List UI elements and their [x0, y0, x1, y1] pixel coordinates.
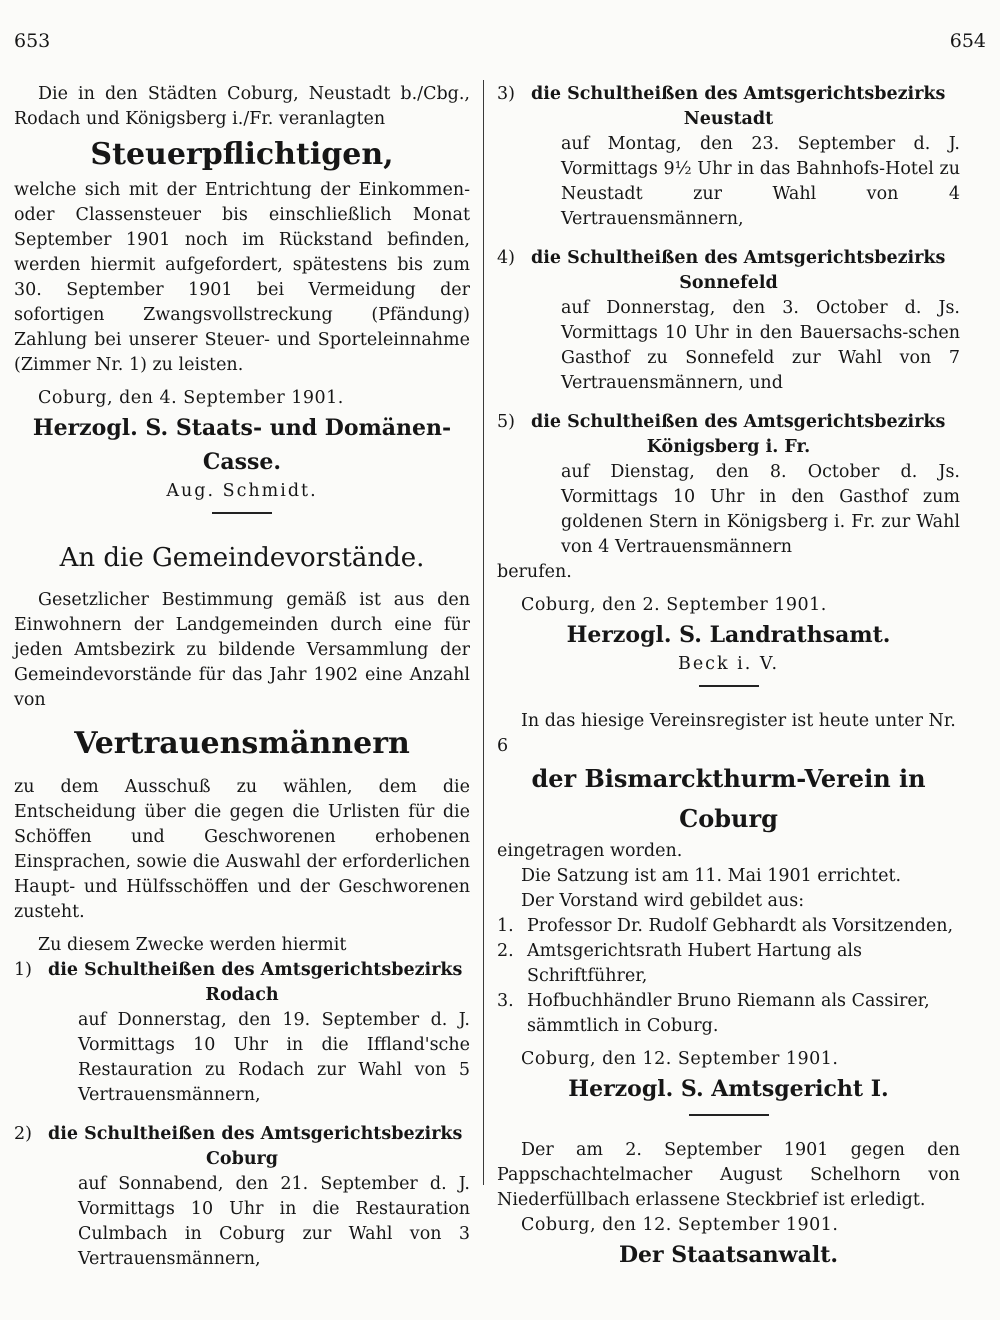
signature-authority: Herzogl. S. Staats- und Domänen-Casse.: [32, 415, 452, 475]
list-item: [14, 1122, 470, 1147]
warrant-notice: Der am 2. September 1901 gegen den Pappschachtelmacher August Schelhorn von Niederfüllbach erlassene Steckbrief ist erledigt.: [497, 1140, 960, 1210]
signature-authority: Herzogl. S. Amtsgericht I.: [568, 1076, 889, 1102]
separator-rule: [212, 512, 272, 514]
item-number: 4): [497, 248, 515, 268]
item-place: Rodach: [205, 985, 279, 1005]
signature-date: Coburg, den 4. September 1901.: [38, 388, 344, 408]
separator-rule: [689, 1114, 769, 1116]
board-member: [497, 939, 960, 989]
left-column: [14, 82, 470, 1272]
notice-body: welche sich mit der Entrichtung der Einkommen- oder Classensteuer bis einschließlich Monat September 1901 noch im Rückstand befinden, werden hiermit aufgefordert, spätestens bis zum 30. September 1901 bei Vermeidung der sofortigen Zwangsvollstreckung (Pfändung) Zahlung bei unserer Steuer- und Sporteleinnahme (Zimmer Nr. 1) zu leisten.: [14, 180, 470, 375]
item-heading: die Schultheißen des Amtsgerichtsbezirks: [531, 248, 946, 268]
item-heading: die Schultheißen des Amtsgerichtsbezirks: [48, 960, 463, 980]
item-body: auf Sonnabend, den 21. September d. J. Vormittags 10 Uhr in die Restauration Culmbach in Coburg zur Wahl von 3 Vertrauensmännern,: [78, 1174, 470, 1269]
item-place: Coburg: [205, 1149, 279, 1169]
heading-vertrauensmaennern: Vertrauensmännern: [74, 726, 410, 761]
member-text: Professor Dr. Rudolf Gebhardt als Vorsitzenden,: [527, 916, 954, 936]
heading-gemeindevorstaende: An die Gemeindevorstände.: [59, 543, 425, 573]
item-number: 1): [14, 960, 32, 980]
heading-bismarckthurm-verein: der Bismarckthurm-Verein in Coburg: [531, 764, 926, 833]
separator-rule: [699, 685, 759, 687]
announcement-purpose: zu dem Ausschuß zu wählen, dem die Entscheidung über die gegen die Urlisten für die Schöffen und Geschworenen erhobenen Einsprachen, sowie die Auswahl der erforderlichen Haupt- und Hülfsschöffen und der Geschworenen zusteht.: [14, 777, 470, 922]
item-number: 3): [497, 84, 515, 104]
item-heading: die Schultheißen des Amtsgerichtsbezirks: [48, 1124, 463, 1144]
signature-name: Aug. Schmidt.: [166, 481, 318, 501]
member-number: 2.: [497, 941, 514, 961]
list-item: [497, 82, 960, 107]
board-member: [497, 989, 960, 1039]
page-number-left: 653: [14, 30, 51, 52]
item-heading: die Schultheißen des Amtsgerichtsbezirks: [531, 84, 946, 104]
list-item: [497, 410, 960, 435]
register-intro: In das hiesige Vereinsregister ist heute unter Nr. 6: [497, 711, 956, 756]
item-place: Neustadt: [683, 109, 774, 129]
register-satzung: Die Satzung ist am 11. Mai 1901 errichtet.: [521, 866, 902, 886]
member-number: 3.: [497, 991, 514, 1011]
member-text: Amtsgerichtsrath Hubert Hartung als Schriftführer,: [527, 941, 862, 986]
notice-intro: Die in den Städten Coburg, Neustadt b./Cbg., Rodach und Königsberg i./Fr. veranlagten: [14, 84, 470, 129]
signature-date: Coburg, den 2. September 1901.: [521, 595, 827, 615]
list-item: [497, 246, 960, 271]
item-body: auf Montag, den 23. September d. J. Vormittags 9½ Uhr in das Bahnhofs-Hotel zu Neustadt zur Wahl von 4 Vertrauensmännern,: [561, 134, 960, 229]
register-eingetragen: eingetragen worden.: [497, 841, 683, 861]
item-place: Königsberg i. Fr.: [646, 437, 811, 457]
item-body: auf Donnerstag, den 19. September d. J. Vormittags 10 Uhr in die Iffland'sche Restauration zu Rodach zur Wahl von 5 Vertrauensmännern,: [78, 1010, 470, 1105]
board-member: [497, 914, 960, 939]
signature-authority: Der Staatsanwalt.: [618, 1242, 839, 1268]
register-vorstand: Der Vorstand wird gebildet aus:: [521, 891, 805, 911]
item-number: 2): [14, 1124, 32, 1144]
signature-date: Coburg, den 12. September 1901.: [521, 1049, 839, 1069]
item-place: Sonnefeld: [679, 273, 778, 293]
heading-steuerpflichtigen: Steuerpflichtigen,: [90, 137, 394, 172]
item-body: auf Donnerstag, den 3. October d. Js. Vormittags 10 Uhr in den Bauersachs-schen Gasthof zu Sonnefeld zur Wahl von 7 Vertrauensmännern, und: [561, 298, 960, 393]
right-column: [497, 82, 960, 1272]
announcement-body: Gesetzlicher Bestimmung gemäß ist aus den Einwohnern der Landgemeinden durch eine für jeden Amtsbezirk zu bildende Versammlung der Gemeindevorstände für das Jahr 1902 eine Anzahl von: [14, 590, 470, 710]
item-number: 5): [497, 412, 515, 432]
signature-date: Coburg, den 12. September 1901.: [521, 1215, 839, 1235]
announcement-intro: Zu diesem Zwecke werden hiermit: [38, 935, 347, 955]
item-heading: die Schultheißen des Amtsgerichtsbezirks: [531, 412, 946, 432]
signature-name: Beck i. V.: [677, 654, 780, 674]
member-number: 1.: [497, 916, 514, 936]
member-text: Hofbuchhändler Bruno Riemann als Cassirer, sämmtlich in Coburg.: [527, 991, 930, 1036]
page-number-right: 654: [949, 30, 986, 52]
berufen-text: berufen.: [497, 562, 572, 582]
item-body: auf Dienstag, den 8. October d. Js. Vormittags 10 Uhr in den Gasthof zum goldenen Stern in Königsberg i. Fr. zur Wahl von 4 Vertrauensmännern: [561, 462, 960, 557]
list-item: [14, 958, 470, 983]
signature-authority: Herzogl. S. Landrathsamt.: [566, 622, 891, 648]
column-divider: [483, 80, 484, 1185]
